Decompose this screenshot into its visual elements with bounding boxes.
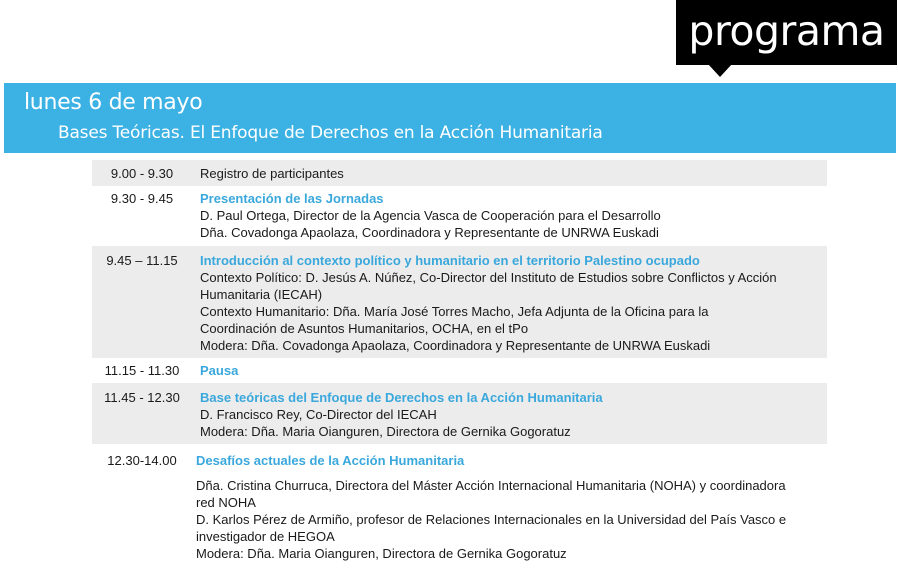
- schedule-line: Coordinación de Asuntos Humanitarios, OCHA, en el tPo: [200, 321, 529, 336]
- schedule-content: [196, 452, 821, 562]
- schedule-line: Modera: Dña. Maria Oianguren, Directora de Gernika Gogoratuz: [196, 546, 567, 561]
- schedule-time: 11.45 - 12.30: [104, 390, 180, 405]
- session-title: Pausa: [200, 363, 239, 378]
- schedule-line: investigador de HEGOA: [196, 529, 335, 544]
- session-title: Desafíos actuales de la Acción Humanitaria: [196, 453, 465, 468]
- schedule-time: 9.00 - 9.30: [110, 166, 174, 181]
- schedule-row: [92, 246, 827, 358]
- schedule-time: 9.45 – 11.15: [106, 253, 178, 268]
- schedule-row: [92, 383, 827, 444]
- schedule-line: red NOHA: [196, 495, 256, 510]
- schedule-line: Contexto Político: D. Jesús A. Núñez, Co-Director del Instituto de Estudios sobre Conflictos y Acción: [200, 270, 777, 285]
- schedule-line: D. Francisco Rey, Co-Director del IECAH: [200, 407, 437, 422]
- schedule-line: Modera: Dña. Maria Oianguren, Directora de Gernika Gogoratuz: [200, 424, 571, 439]
- schedule-line: Humanitaria (IECAH): [200, 287, 323, 302]
- badge-pointer: [708, 64, 732, 77]
- schedule-row: [92, 444, 827, 569]
- day-banner: [4, 83, 896, 153]
- schedule-line: Dña. Covadonga Apaolaza, Coordinadora y Representante de UNRWA Euskadi: [200, 225, 659, 240]
- schedule-content: [200, 362, 821, 379]
- session-title: Introducción al contexto político y humanitario en el territorio Palestino ocupado: [200, 253, 700, 268]
- session-title: Base teóricas del Enfoque de Derechos en la Acción Humanitaria: [200, 390, 603, 405]
- day-title: lunes 6 de mayo: [24, 90, 203, 115]
- schedule-line: Registro de participantes: [200, 166, 344, 181]
- schedule-line: Contexto Humanitario: Dña. María José Torres Macho, Jefa Adjunta de la Oficina para la: [200, 304, 709, 319]
- session-title: Presentación de las Jornadas: [200, 191, 384, 206]
- schedule-content: [200, 389, 821, 440]
- schedule-time: 11.15 - 11.30: [104, 363, 180, 378]
- spacer: [196, 469, 821, 477]
- day-subtitle: Bases Teóricas. El Enfoque de Derechos en la Acción Humanitaria: [58, 123, 603, 143]
- schedule-table: [92, 160, 827, 569]
- schedule-line: D. Karlos Pérez de Armiño, profesor de Relaciones Internacionales en la Universidad del País Vasco e: [196, 512, 787, 527]
- schedule-time: 12.30-14.00: [107, 453, 177, 468]
- schedule-row: [92, 160, 827, 186]
- programa-badge: [676, 0, 897, 65]
- badge-title: programa: [688, 7, 885, 55]
- schedule-row: [92, 186, 827, 246]
- schedule-content: [200, 165, 821, 182]
- schedule-line: Modera: Dña. Covadonga Apaolaza, Coordinadora y Representante de UNRWA Euskadi: [200, 338, 711, 353]
- schedule-row: [92, 358, 827, 383]
- schedule-time: 9.30 - 9.45: [110, 191, 174, 206]
- schedule-line: D. Paul Ortega, Director de la Agencia Vasca de Cooperación para el Desarrollo: [200, 208, 661, 223]
- schedule-content: [200, 252, 821, 354]
- schedule-line: Dña. Cristina Churruca, Directora del Máster Acción Internacional Humanitaria (NOHA) y coordinadora: [196, 478, 786, 493]
- schedule-content: [200, 190, 821, 241]
